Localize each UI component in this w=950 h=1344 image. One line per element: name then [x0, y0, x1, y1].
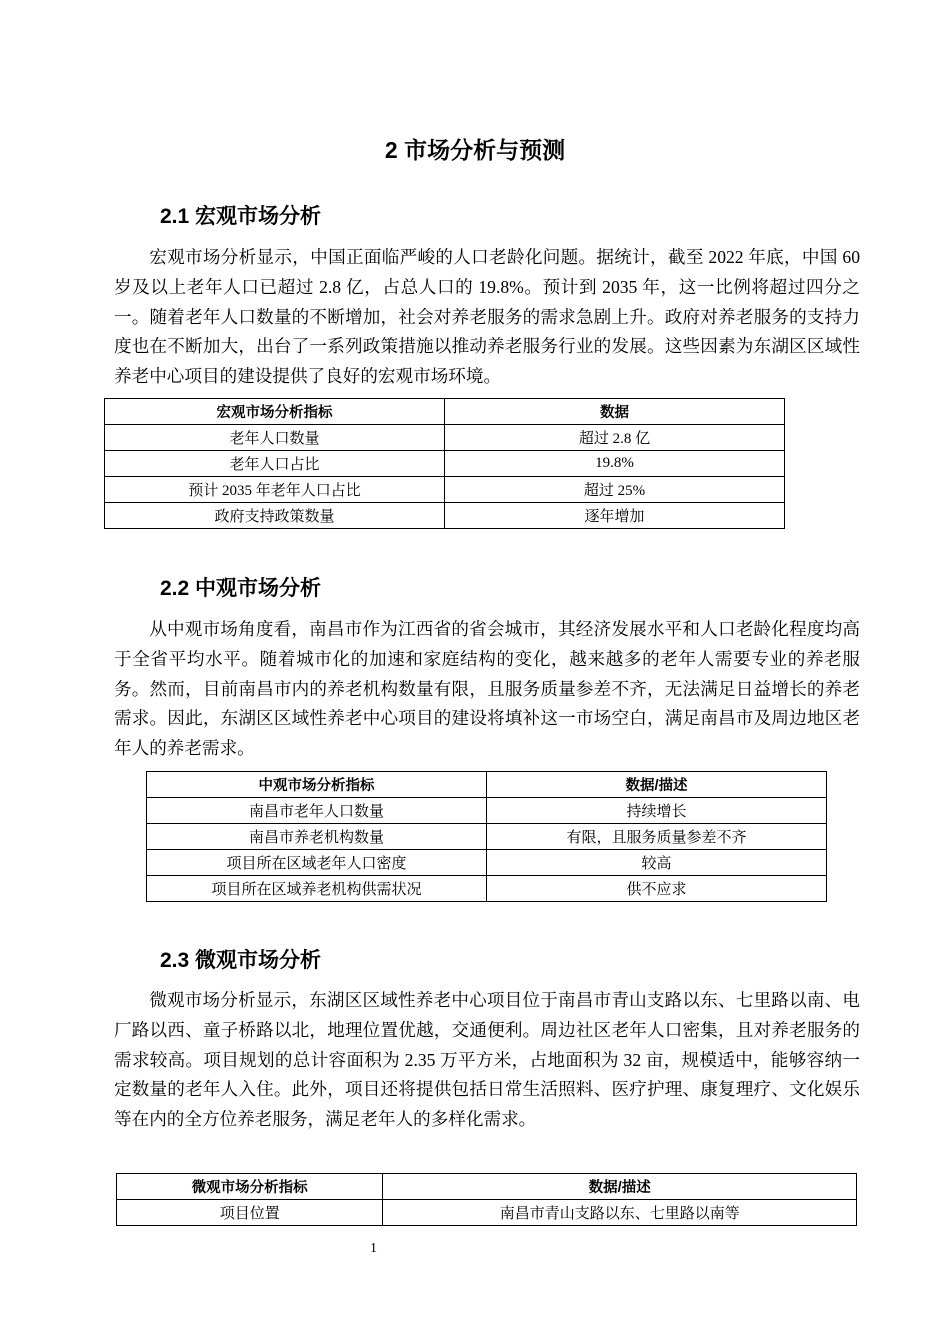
table-row	[105, 503, 785, 529]
chapter-title: 2 市场分析与预测	[384, 137, 566, 163]
cell: 有限，且服务质量参差不齐	[487, 824, 827, 850]
cell: 老年人口数量	[105, 425, 445, 451]
cell: 南昌市老年人口数量	[147, 798, 487, 824]
cell: 项目位置	[117, 1200, 383, 1226]
header-cell: 数据/描述	[383, 1174, 857, 1200]
table-header-row	[117, 1174, 857, 1200]
cell: 供不应求	[487, 876, 827, 902]
table-row	[147, 798, 827, 824]
cell: 预计 2035 年老年人口占比	[105, 477, 445, 503]
header-cell: 数据	[445, 399, 785, 425]
table-header-row	[105, 399, 785, 425]
table-row	[105, 425, 785, 451]
table-row	[147, 876, 827, 902]
cell: 超过 2.8 亿	[445, 425, 785, 451]
table-macro	[104, 398, 785, 529]
cell: 项目所在区域老年人口密度	[147, 850, 487, 876]
cell: 老年人口占比	[105, 451, 445, 477]
table-row	[147, 824, 827, 850]
cell: 政府支持政策数量	[105, 503, 445, 529]
paragraph-macro: 宏观市场分析显示，中国正面临严峻的人口老龄化问题。据统计，截至 2022 年底，中国 60 岁及以上老年人口已超过 2.8 亿，占总人口的 19.8%。预计到 2035 年，这一比例将超过四分之一。随着老年人口数量的不断增加，社会对养老服务的需求急剧上升。政府对养老服务的支持力度也在不断加大，出台了一系列政策措施以推动养老服务行业的发展。这些因素为东湖区区域性养老中心项目的建设提供了良好的宏观市场环境。	[114, 247, 860, 387]
table-row	[105, 451, 785, 477]
table-row	[117, 1200, 857, 1226]
paragraph-meso: 从中观市场角度看，南昌市作为江西省的省会城市，其经济发展水平和人口老龄化程度均高于全省平均水平。随着城市化的加速和家庭结构的变化，越来越多的老年人需要专业的养老服务。然而，目前南昌市内的养老机构数量有限，且服务质量参差不齐，无法满足日益增长的养老需求。因此，东湖区区域性养老中心项目的建设将填补这一市场空白，满足南昌市及周边地区老年人的养老需求。	[114, 619, 860, 759]
page-number: 1	[370, 1241, 377, 1256]
cell: 南昌市青山支路以东、七里路以南等	[383, 1200, 857, 1226]
header-cell: 宏观市场分析指标	[105, 399, 445, 425]
header-cell: 中观市场分析指标	[147, 772, 487, 798]
table-row	[105, 477, 785, 503]
table-micro	[116, 1173, 857, 1226]
table-row	[147, 850, 827, 876]
header-cell: 数据/描述	[487, 772, 827, 798]
paragraph-micro: 微观市场分析显示，东湖区区域性养老中心项目位于南昌市青山支路以东、七里路以南、电厂路以西、童子桥路以北，地理位置优越，交通便利。周边社区老年人口密集，且对养老服务的需求较高。项目规划的总计容面积为 2.35 万平方米，占地面积为 32 亩，规模适中，能够容纳一定数量的老年人入住。此外，项目还将提供包括日常生活照料、医疗护理、康复理疗、文化娱乐等在内的全方位养老服务，满足老年人的多样化需求。	[114, 990, 860, 1130]
cell: 较高	[487, 850, 827, 876]
cell: 持续增长	[487, 798, 827, 824]
cell: 项目所在区域养老机构供需状况	[147, 876, 487, 902]
cell: 南昌市养老机构数量	[147, 824, 487, 850]
section-heading-2-2: 2.2 中观市场分析	[160, 577, 322, 600]
table-header-row	[147, 772, 827, 798]
header-cell: 微观市场分析指标	[117, 1174, 383, 1200]
section-heading-2-1: 2.1 宏观市场分析	[160, 205, 322, 228]
cell: 逐年增加	[445, 503, 785, 529]
section-heading-2-3: 2.3 微观市场分析	[160, 949, 322, 972]
table-meso	[146, 771, 827, 902]
cell: 19.8%	[445, 451, 785, 477]
cell: 超过 25%	[445, 477, 785, 503]
